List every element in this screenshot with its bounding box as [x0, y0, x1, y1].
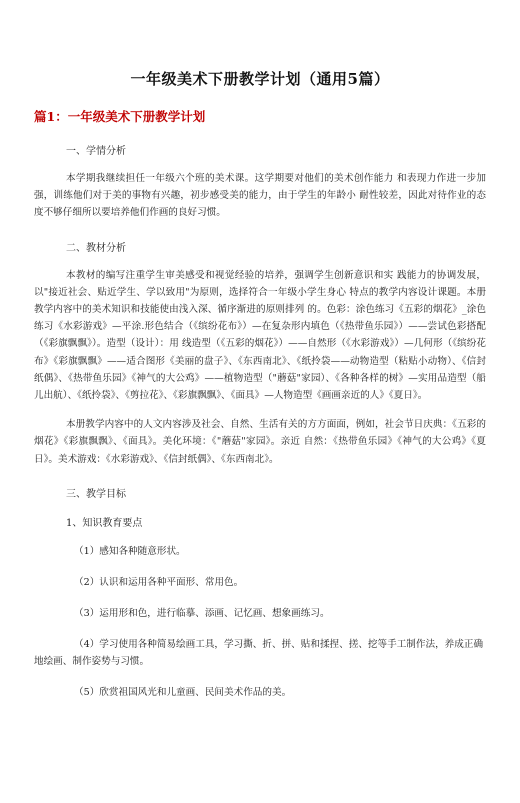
paragraph-learning-analysis: 本学期我继续担任一年级六个班的美术课。这学期要对他们的美术创作能力 和表现力作进一步加强，训练他们对于美的事物有兴趣，初步感受美的能力，由于学生的年龄小 耐性较差，因此对待作业的态度不够仔细所以要培养他们作画的良好习惯。: [34, 173, 486, 219]
list-item: （3）运用形和色，进行临摹、添画、记忆画、想象画练习。: [74, 607, 330, 619]
section-title[interactable]: 篇1：一年级美术下册教学计划: [34, 109, 206, 124]
paragraph-humanities-content: 本册教学内容中的人文内容涉及社会、自然、生活有关的方方面面，例如，社会节日庆典：《五彩的烟花》《彩旗飘飘》、《面具》。美化环境：《"蘑菇"家园》。亲近 自然：《热带鱼乐园》《神气的大公鸡》《夏日》。美术游戏：《水彩游戏》、《信封纸偶》、《东西南北》。: [34, 419, 486, 465]
paragraph-textbook-analysis: 本教材的编写注重学生审美感受和视觉经验的培养，强调学生创新意识和实 践能力的协调发展，以"接近社会、贴近学生、学以致用"为原则，选择符合一年级小学生身心 特点的教学内容设计课题。本册教学内容中的美术知识和技能使由浅入深、循序渐进的原则排列 的。色彩：涂色练习《五彩的烟花》_涂色练习《水彩游戏》—平涂.形色结合（《缤纷花布》）—在复杂形内填色（《热带鱼乐园》）——尝试色彩搭配（《彩旗飘飘》）。造型（设计）：用 线造型（《五彩的烟花》）——自然形（《水彩游戏》）—几何形（《缤纷花布》《彩旗飘飘》——适合图形《美丽的盘子》、《东西南北》、《纸拎袋——动物造型（粘贴小动物）、《信封纸偶》、《热带鱼乐园》《神气的大公鸡》——植物造型（"蘑菇"家园）、《各种各样的树》—实用品造型（船儿出航）、《纸拎袋》、《剪拉花》、《彩旗飘飘》、《面具》—人物造型《画画亲近的人》《夏日》。: [34, 269, 486, 402]
document-title: 一年级美术下册教学计划（通用5篇）: [130, 70, 390, 88]
list-item: （4）学习使用各种简易绘画工具，学习撕、折、拼、贴和揉捏、搓、挖等手工制作法，养成正确地绘画、制作姿势与习惯。: [34, 638, 484, 667]
subheading-knowledge-points: 1、知识教育要点: [66, 517, 143, 529]
heading-teaching-goals: 三、教学目标: [66, 488, 126, 500]
list-item: （1）感知各种随意形状。: [74, 545, 186, 557]
list-item: （2）认识和运用各种平面形、常用色。: [74, 576, 244, 588]
heading-textbook-analysis: 二、教材分析: [66, 242, 126, 254]
heading-learning-analysis: 一、学情分析: [66, 146, 126, 157]
document-page: [0, 68, 520, 803]
list-item: （5）欣赏祖国风光和儿童画、民间美术作品的美。: [74, 686, 292, 698]
